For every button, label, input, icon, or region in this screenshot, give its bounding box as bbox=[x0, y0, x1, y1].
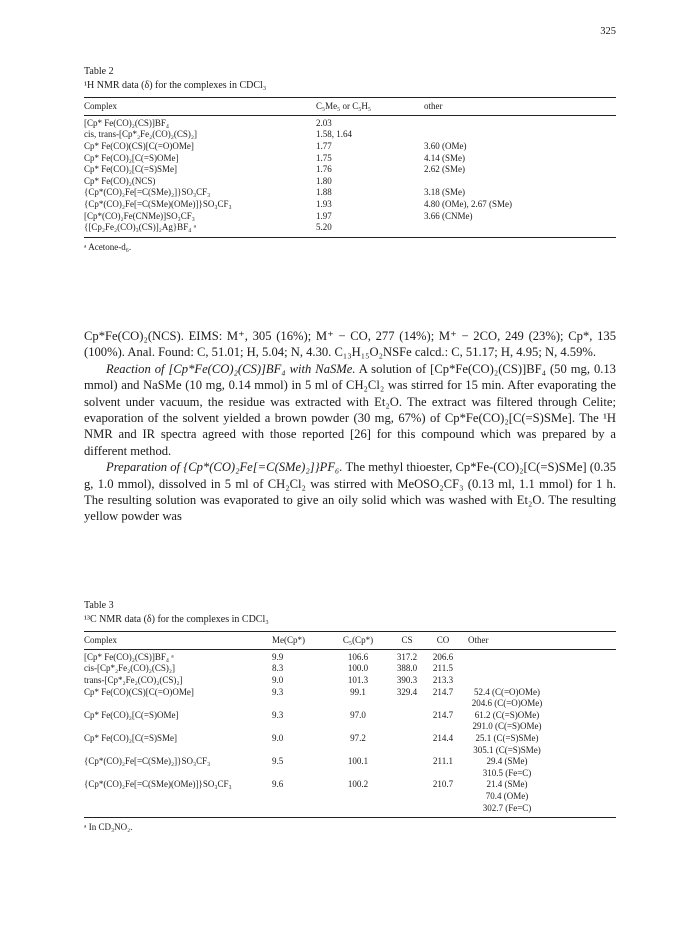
table-cell-complex: [Cp*(CO)₂Fe(CNMe)]SO₃CF₃ bbox=[84, 210, 195, 221]
table-row bbox=[84, 199, 616, 211]
table-cell-co: 214.4 bbox=[432, 732, 454, 743]
table-cell-other-line: 25.1 (C(=S)SMe) bbox=[475, 732, 539, 743]
table-3-label: Table 3 bbox=[84, 600, 114, 611]
table-cell-co: 214.7 bbox=[432, 686, 454, 697]
table-cell-c5: 97.0 bbox=[350, 709, 366, 720]
table-cell-other bbox=[460, 687, 588, 710]
table-row bbox=[84, 222, 616, 234]
table-cell-me: 9.3 bbox=[272, 686, 284, 697]
table-cell-complex: {Cp*(CO)₂Fe[=C(SMe)₂]}SO₃CF₃ bbox=[84, 187, 211, 198]
table-3-footnote: ᵃ In CD₃NO₂. bbox=[84, 822, 133, 833]
table-cell-cp: 1.93 bbox=[316, 198, 332, 209]
table-cell-cp: 1.88 bbox=[316, 187, 332, 198]
paragraph-reaction-text: A solution of [Cp*Fe(CO)₂(CS)]BF₄ (50 mg, 0.13 mmol) and NaSMe (10 mg, 0.14 mmol) in 5 ml of CH₂Cl₂ was stirred for 15 min. After evaporating the solvent under vacuum, the residue was extracted with Et₂O. The extract was filtered through Celite; evaporation of the solvent yielded a brown powder (30 mg, 67%) of Cp*Fe(CO)₂[C(=S)SMe]. The ¹H NMR and IR spectra agreed with those reported [26] for this compound which was prepared by a different method. bbox=[84, 361, 616, 458]
table-3-body bbox=[84, 652, 616, 814]
table-cell-c5: 106.6 bbox=[347, 651, 369, 662]
table-cell-cp: 1.80 bbox=[316, 175, 332, 186]
table-cell-other bbox=[460, 710, 588, 733]
table-cell-c5: 100.2 bbox=[347, 779, 369, 790]
table-cell-me: 9.9 bbox=[272, 651, 284, 662]
table-3-bottom-rule bbox=[84, 817, 616, 818]
table-cell-me: 9.6 bbox=[272, 779, 284, 790]
table-cell-other: 3.66 (CNMe) bbox=[424, 210, 473, 221]
table-cell-complex: Cp* Fe(CO)₂[C(=S)OMe] bbox=[84, 152, 179, 163]
table-3 bbox=[84, 600, 616, 834]
table-3-header-rule bbox=[84, 649, 616, 650]
table-row bbox=[84, 211, 616, 223]
table-cell-complex: cis-[Cp*₂Fe₂(CO)₂(CS)₂] bbox=[84, 663, 176, 674]
table-cell-other-line: 70.4 (OMe) bbox=[485, 790, 529, 801]
table-cell-complex: [Cp* Fe(CO)₂(CS)]BF₄ ᵃ bbox=[84, 651, 174, 662]
table-row bbox=[84, 176, 616, 188]
table-cell-complex: trans-[Cp*₂Fe₂(CO)₂(CS)₂] bbox=[84, 674, 183, 685]
table-2-header bbox=[84, 98, 616, 115]
table-cell-complex: cis, trans-[Cp*₂Fe₂(CO)₂(CS)₂] bbox=[84, 129, 198, 140]
table-cell-complex: {Cp*(CO)₂Fe[=C(SMe)(OMe)]}SO₃CF₃ bbox=[84, 779, 232, 790]
table-cell-other-line: 204.6 (C(=O)OMe) bbox=[471, 698, 543, 709]
table-cell-other bbox=[460, 756, 588, 779]
table-3-header-other: Other bbox=[468, 635, 489, 646]
paragraph-preparation-title: Preparation of {Cp*(CO)₂Fe[=C(SMe)₂]}PF₆. bbox=[106, 460, 343, 475]
table-cell-c5: 100.0 bbox=[347, 663, 369, 674]
table-cell-c5: 97.2 bbox=[350, 732, 366, 743]
table-row bbox=[84, 779, 616, 814]
table-cell-cp: 1.58, 1.64 bbox=[316, 129, 352, 140]
table-cell-other-line: 302.7 (Fe=C) bbox=[482, 802, 532, 813]
table-cell-me: 9.0 bbox=[272, 674, 284, 685]
table-cell-me: 9.3 bbox=[272, 709, 284, 720]
table-cell-cp: 1.76 bbox=[316, 164, 332, 175]
table-cell-other: 3.18 (SMe) bbox=[424, 187, 465, 198]
table-cell-other: 2.62 (SMe) bbox=[424, 164, 465, 175]
table-2-body bbox=[84, 118, 616, 234]
table-cell-co: 211.5 bbox=[433, 663, 453, 674]
table-cell-c5: 101.3 bbox=[347, 674, 369, 685]
table-cell-other bbox=[424, 222, 616, 234]
table-row bbox=[84, 675, 616, 687]
table-cell-complex: Cp* Fe(CO)₂(NCS) bbox=[84, 175, 156, 186]
table-row bbox=[84, 756, 616, 779]
table-2-header-complex: Complex bbox=[84, 101, 117, 112]
table-cell-other-line: 305.1 (C(=S)SMe) bbox=[473, 744, 541, 755]
table-2-label: Table 2 bbox=[84, 66, 114, 77]
table-2-header-other: other bbox=[424, 101, 443, 112]
table-cell-cp: 1.75 bbox=[316, 152, 332, 163]
table-cell-other bbox=[424, 176, 616, 188]
table-2-bottom-rule bbox=[84, 237, 616, 238]
table-row bbox=[84, 153, 616, 165]
table-cell-me: 8.3 bbox=[272, 663, 284, 674]
table-row bbox=[84, 187, 616, 199]
table-2-header-rule bbox=[84, 115, 616, 116]
table-cell-complex: {Cp*(CO)₂Fe[=C(SMe)(OMe)]}SO₃CF₃ bbox=[84, 198, 232, 209]
table-cell-complex: Cp* Fe(CO)(CS)[C(=O)OMe] bbox=[84, 686, 194, 697]
table-cell-complex: [Cp* Fe(CO)₂(CS)]BF₄ bbox=[84, 117, 170, 128]
paragraph-reaction-nasme bbox=[84, 361, 616, 459]
table-cell-co: 211.1 bbox=[433, 756, 453, 767]
table-cell-complex: Cp* Fe(CO)₂[C(=S)OMe] bbox=[84, 709, 179, 720]
table-cell-cs: 329.4 bbox=[396, 686, 418, 697]
table-cell-other bbox=[460, 733, 588, 756]
table-cell-other-line: 52.4 (C(=O)OMe) bbox=[473, 686, 541, 697]
table-row bbox=[84, 733, 616, 756]
table-3-caption: ¹³C NMR data (δ) for the complexes in CDCl₃ bbox=[84, 613, 269, 625]
table-cell-complex: Cp* Fe(CO)₂[C(=S)SMe] bbox=[84, 164, 177, 175]
table-cell-other: 3.60 (OMe) bbox=[424, 140, 467, 151]
table-cell-cp: 1.97 bbox=[316, 210, 332, 221]
table-row bbox=[84, 687, 616, 710]
table-cell-other: 4.14 (SMe) bbox=[424, 152, 465, 163]
page-number: 325 bbox=[600, 26, 616, 37]
table-cell-other bbox=[424, 129, 616, 141]
table-cell-other-line: 310.5 (Fe=C) bbox=[482, 767, 532, 778]
table-2-caption: ¹H NMR data (δ) for the complexes in CDCl₃ bbox=[84, 79, 267, 91]
table-row bbox=[84, 129, 616, 141]
table-row bbox=[84, 141, 616, 153]
paragraph-reaction-title: Reaction of [Cp*Fe(CO)₂(CS)]BF₄ with NaSMe. bbox=[106, 361, 356, 376]
paragraph-preparation-text: The methyl thioester, Cp*Fe-(CO)₂[C(=S)SMe] (0.35 g, 1.0 mmol), dissolved in 5 ml of CH₂Cl₂ was stirred with MeOSO₂CF₃ (0.13 ml, 1.1 mmol) for 1 h. The resulting solution was evaporated to give an oily solid which was washed with Et₂O. The resulting yellow powder was bbox=[84, 460, 617, 524]
body-text bbox=[84, 328, 616, 525]
paragraph-ncs: Cp*Fe(CO)₂(NCS). EIMS: M⁺, 305 (16%); M⁺ − CO, 277 (14%); M⁺ − 2CO, 249 (23%); Cp*, 135 (100%). Anal. Found: C, 51.01; H, 5.04; N, 4.30. C₁₃H₁₅O₂NSFe calcd.: C, 51.17; H, 4.95; N, 4.59%. bbox=[84, 329, 616, 360]
table-cell-cs: 317.2 bbox=[396, 651, 418, 662]
table-cell-cp: 5.20 bbox=[316, 222, 332, 233]
table-cell-other bbox=[460, 779, 588, 814]
table-3-header-c5: C₅(Cp*) bbox=[342, 635, 374, 646]
table-cell-other-line: 21.4 (SMe) bbox=[486, 779, 528, 790]
table-cell-other-line: 29.4 (SMe) bbox=[486, 756, 528, 767]
table-cell-c5: 100.1 bbox=[347, 756, 369, 767]
table-2-header-cp: C₅Me₅ or C₅H₅ bbox=[316, 101, 372, 112]
table-cell-cp: 1.77 bbox=[316, 140, 332, 151]
table-cell-complex: Cp* Fe(CO)₂[C(=S)SMe] bbox=[84, 732, 177, 743]
table-cell-cp: 2.03 bbox=[316, 117, 332, 128]
table-cell-cs: 388.0 bbox=[396, 663, 418, 674]
table-cell-me: 9.0 bbox=[272, 732, 284, 743]
table-cell-co: 213.3 bbox=[432, 674, 454, 685]
table-cell-co: 210.7 bbox=[432, 779, 454, 790]
table-cell-other-line: 61.2 (C(=S)OMe) bbox=[474, 709, 540, 720]
table-cell-c5: 99.1 bbox=[350, 686, 366, 697]
table-cell-complex: Cp* Fe(CO)(CS)[C(=O)OMe] bbox=[84, 140, 194, 151]
table-2 bbox=[84, 66, 616, 253]
table-2-footnote: ᵃ Acetone-d₆. bbox=[84, 241, 132, 252]
table-3-header bbox=[84, 632, 616, 649]
table-cell-co: 214.7 bbox=[432, 709, 454, 720]
table-3-header-cs: CS bbox=[401, 635, 413, 646]
table-cell-other bbox=[424, 118, 616, 130]
table-cell-other-line: 291.0 (C(=S)OMe) bbox=[472, 721, 542, 732]
table-row bbox=[84, 652, 616, 664]
table-cell-me: 9.5 bbox=[272, 756, 284, 767]
table-row bbox=[84, 710, 616, 733]
table-3-header-me: Me(Cp*) bbox=[272, 635, 305, 646]
paragraph-preparation bbox=[84, 459, 616, 525]
table-3-header-co: CO bbox=[436, 635, 450, 646]
table-cell-complex: {[Cp₂Fe₂(CO)₃(CS)]₂Ag}BF₄ ᵃ bbox=[84, 222, 197, 233]
table-row bbox=[84, 663, 616, 675]
table-cell-cs: 390.3 bbox=[396, 674, 418, 685]
table-row bbox=[84, 118, 616, 130]
table-cell-co: 206.6 bbox=[432, 651, 454, 662]
table-3-header-complex: Complex bbox=[84, 635, 117, 646]
table-cell-complex: {Cp*(CO)₂Fe[=C(SMe)₂]}SO₃CF₃ bbox=[84, 756, 211, 767]
table-row bbox=[84, 164, 616, 176]
table-cell-other: 4.80 (OMe), 2.67 (SMe) bbox=[424, 198, 512, 209]
